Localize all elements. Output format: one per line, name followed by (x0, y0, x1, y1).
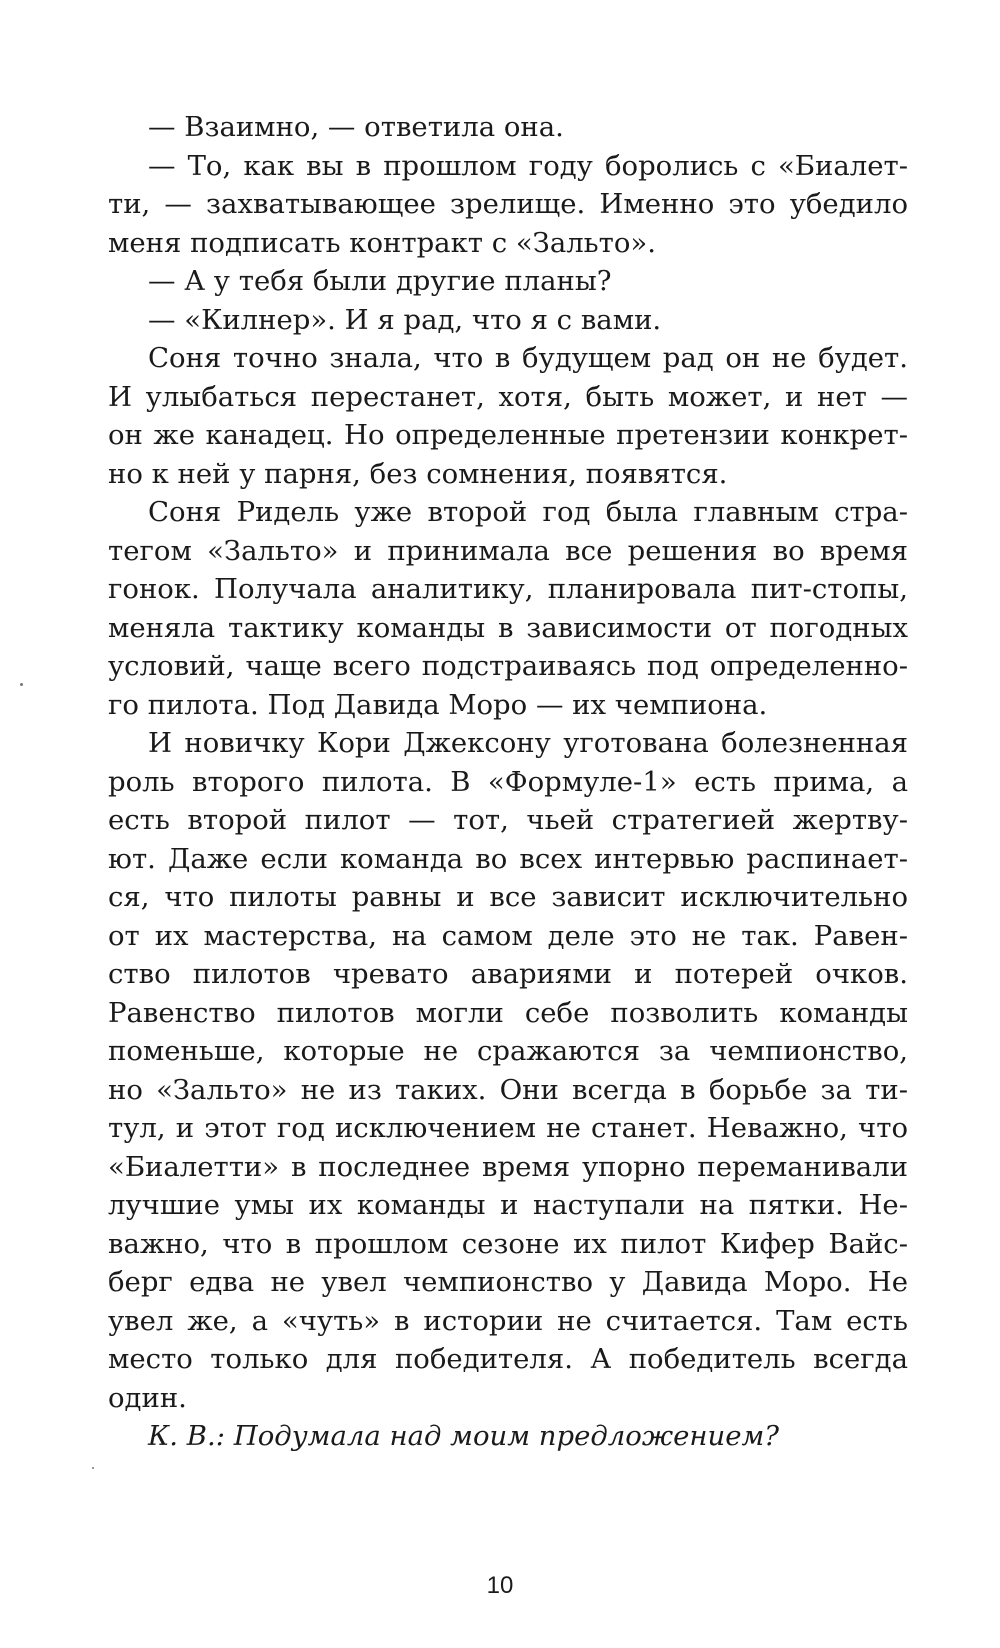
text-line: есть второй пилот — тот, чьей стратегией жертву- (108, 804, 908, 836)
text-line: тул, и этот год исключением не станет. Неважно, что (108, 1112, 908, 1144)
text-line: — А у тебя были другие планы? (148, 265, 612, 297)
text-line: увел же, а «чуть» в истории не считается. Там есть (108, 1304, 908, 1337)
text-line: один. (108, 1381, 187, 1414)
text-line: Соня точно знала, что в будущем рад он не будет. (148, 342, 908, 374)
text-line: поменьше, которые не сражаются за чемпионство, (108, 1035, 908, 1067)
text-line: К. В.: Подумала над моим предложением? (148, 1420, 780, 1452)
text-line: ют. Даже если команда во всех интервью распинает- (108, 842, 908, 875)
text-line: место только для победителя. А победитель всегда (108, 1343, 908, 1375)
text-line: Соня Ридель уже второй год была главным стра- (148, 496, 908, 528)
text-line: он же канадец. Но определенные претензии конкрет- (108, 419, 908, 451)
scan-speck (20, 683, 23, 686)
text-line: ство пилотов чревато авариями и потерей очков. (108, 958, 908, 990)
text-line: — То, как вы в прошлом году боролись с «Биалет- (148, 149, 908, 182)
text-line: И новичку Кори Джексону уготована болезненная (148, 727, 908, 759)
text-line: го пилота. Под Давида Моро — их чемпиона. (108, 688, 768, 721)
text-line: меняла тактику команды в зависимости от погодных (108, 611, 908, 644)
text-line: — Взаимно, — ответила она. (148, 111, 564, 143)
text-line: ся, что пилоты равны и все зависит исключительно (108, 881, 908, 913)
text-line: но к ней у парня, без сомнения, появятся. (108, 457, 728, 490)
text-line: условий, чаще всего подстраиваясь под определенно- (108, 650, 908, 682)
text-line: «Биалетти» в последнее время упорно переманивали (108, 1150, 908, 1183)
body-text (108, 108, 908, 1456)
text-line: лучшие умы их команды и наступали на пятки. Не- (108, 1189, 908, 1221)
text-line: важно, что в прошлом сезоне их пилот Кифер Вайс- (108, 1227, 908, 1260)
scan-speck (92, 1467, 94, 1469)
text-line: от их мастерства, на самом деле это не так. Равен- (108, 919, 908, 952)
page-number: 10 (486, 1572, 514, 1599)
text-line: тегом «Зальто» и принимала все решения во время (108, 534, 908, 567)
text-line: меня подписать контракт с «Зальто». (108, 226, 656, 259)
text-line: гонок. Получала аналитику, планировала пит-стопы, (108, 573, 908, 605)
text-line: Равенство пилотов могли себе позволить команды (108, 996, 908, 1029)
text-line: роль второго пилота. В «Формуле-1» есть прима, а (108, 765, 908, 798)
text-line: — «Килнер». И я рад, что я с вами. (148, 303, 662, 336)
text-line: но «Зальто» не из таких. Они всегда в борьбе за ти- (108, 1073, 908, 1106)
text-line: берг едва не увел чемпионство у Давида Моро. Не (108, 1266, 908, 1298)
text-line: ти, — захватывающее зрелище. Именно это убедило (108, 188, 908, 220)
text-line: И улыбаться перестанет, хотя, быть может, и нет — (108, 380, 908, 413)
